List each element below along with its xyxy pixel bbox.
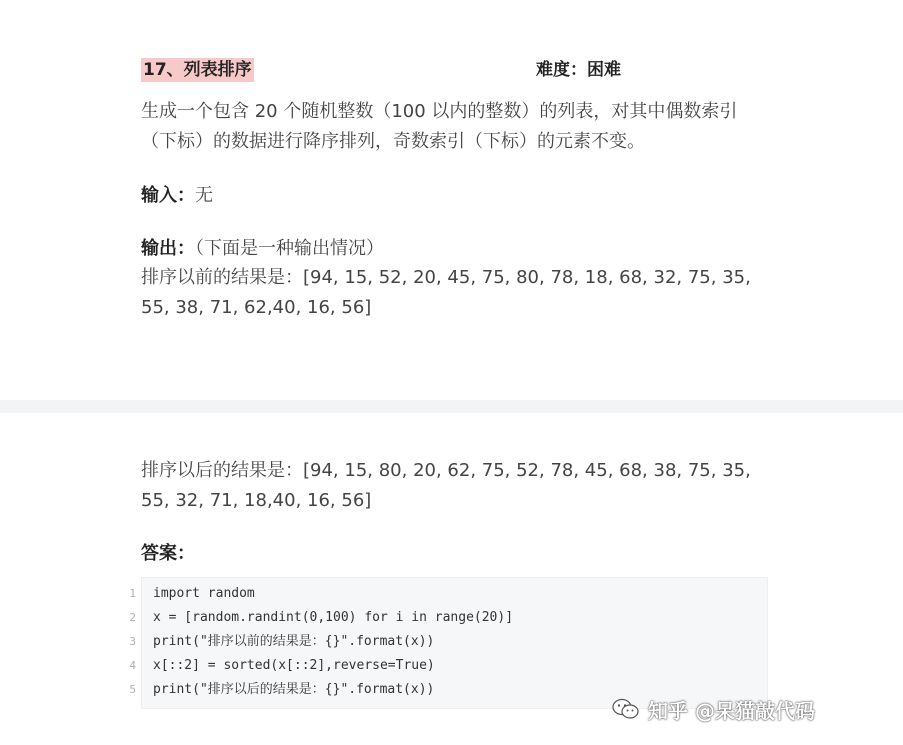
input-line (141, 181, 761, 211)
code-text: print("排序以后的结果是：{}".format(x)) (153, 682, 435, 697)
code-line (129, 654, 767, 678)
input-label: 输入： (141, 185, 195, 206)
code-text: x = [random.randint(0,100) for i in range(20)] (153, 610, 514, 625)
before-sort-result: 排序以前的结果是：[94, 15, 52, 20, 45, 75, 80, 78, 18, 68, 32, 75, 35, 55, 38, 71, 62,40, 16, 56] (141, 267, 751, 318)
line-number: 1 (129, 587, 136, 600)
code-line (129, 582, 767, 606)
output-note: （下面是一种输出情况） (195, 238, 384, 259)
code-text: print("排序以前的结果是：{}".format(x)) (153, 634, 435, 649)
code-text: x[::2] = sorted(x[::2],reverse=True) (153, 658, 435, 673)
code-block (129, 577, 768, 709)
problem-title: 17、列表排序 (143, 60, 252, 80)
answer-label: 答案： (141, 543, 195, 564)
watermark (612, 694, 815, 724)
output-heading (141, 234, 761, 264)
watermark-text: 知乎 @呆猫敲代码 (648, 698, 815, 723)
code-line (129, 630, 767, 654)
input-value: 无 (195, 185, 213, 206)
code-line (129, 606, 767, 630)
code-text: import random (153, 586, 255, 601)
line-number: 5 (129, 683, 136, 696)
wechat-icon (612, 698, 640, 720)
after-sort-result: 排序以后的结果是：[94, 15, 80, 20, 62, 75, 52, 78, 45, 68, 38, 75, 35, 55, 32, 71, 18,40, 16, 56] (141, 460, 751, 511)
output-label: 输出： (141, 238, 195, 259)
title-row (141, 58, 761, 84)
line-number: 3 (129, 635, 136, 648)
line-number: 2 (129, 611, 136, 624)
problem-description: 生成一个包含 20 个随机整数（100 以内的整数）的列表，对其中偶数索引（下标）的数据进行降序排列，奇数索引（下标）的元素不变。 (141, 101, 738, 152)
difficulty-label: 难度：困难 (536, 60, 621, 80)
section-divider (0, 400, 903, 413)
line-number: 4 (129, 659, 136, 672)
